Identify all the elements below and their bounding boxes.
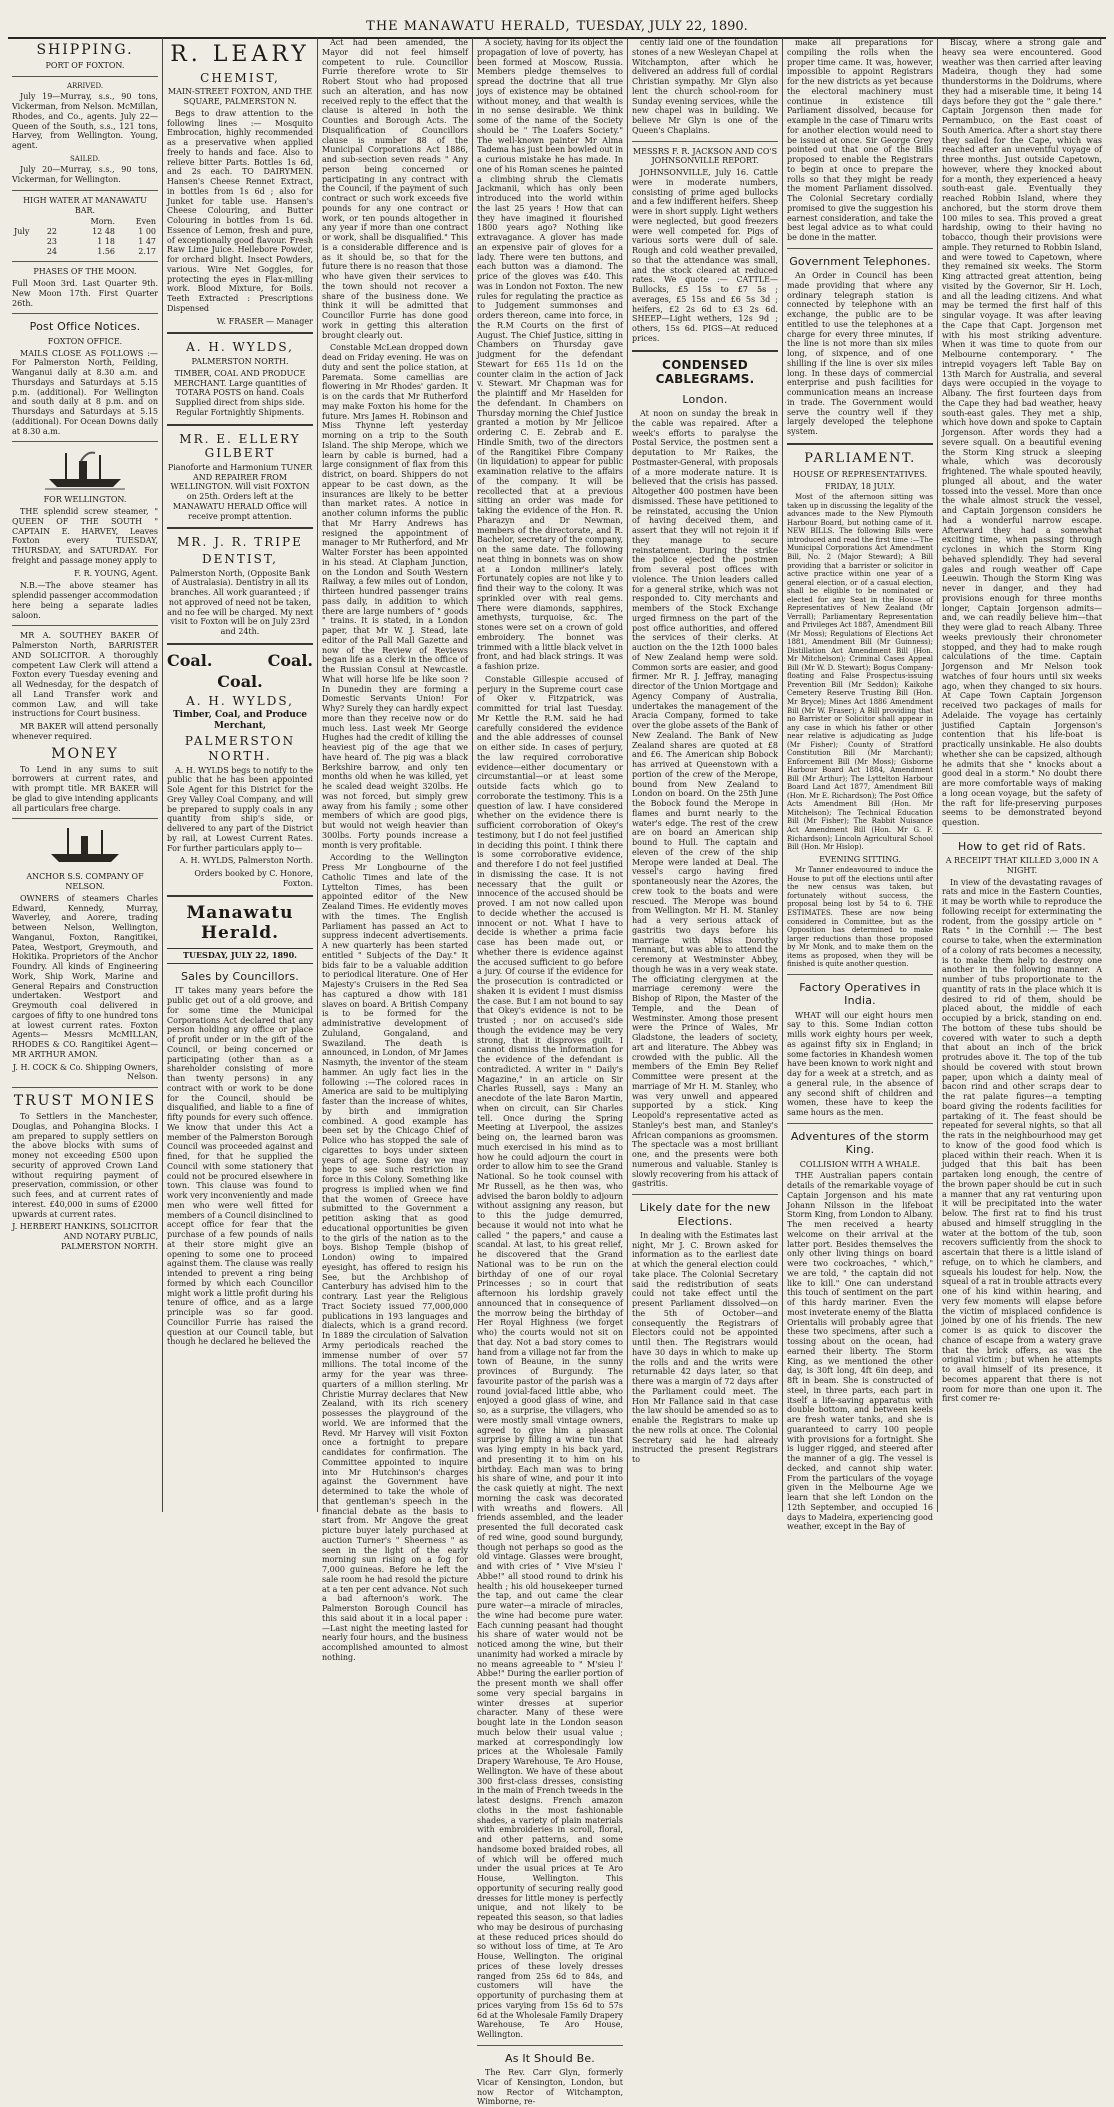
column-4: [473, 38, 628, 2107]
trust-signature: J. HERBERT HANKINS, SOLICITOR AND NOTARY PUBLIC, PALMERSTON NORTH.: [12, 1222, 158, 1251]
column-4-text-2: Constable Gillespie accused of perjury in the Supreme court case of Oker v. Fitzpatrick, was committed for trial last Tuesday. Mr Kettle the R.M. said he had carefully considered the evidence and the able addresses of counsel on either side. In cases of perjury, the law required corroborative evidence—either documentary or circumstantial—or at least some outside facts which go to corroborate the testimony. This is a question of law. I have considered whether on the evidence there is sufficient corroboration of Okey's testimony, but I do not feel justified in deciding this point. I think there is some corroborative evidence, and therefore I do not feel justified in dismissing the case. It is not necessary that the guilt or innocence of the accused should be proved. I am not now called upon to decide whether the accused is innocent or not. What I have to decide is whether a prima facie case has been made out, or whether there is evidence against the accused sufficient to go before a jury. Of course if the evidence for the prosecution is contradicted or shaken it is evident I must dismiss the case. But I am not bound to say that Okey's evidence is not to be trusted ; nor on accused's side though the evidence may be very strong, that it disproves guilt. I cannot dismiss the information for the evidence of the defendant is contradicted. A writer in " Daily's Magazine," in an article on Sir Charles Russell, says : Many an anecdote of the late Baron Martin, when on circuit, can Sir Charles tell. Once during the Spring Meeting at Liverpool, the assizes being on, the learned baron was much exercised in his mind as to how he could adjourn the court in order to allow him to see the Grand National. So he took counsel with Mr Russell, as he then was, who advised the baron boldly to adjourn without assigning any reason, but to this the judge demurred, because it would not into what he called " the papers," and cause a scandal. At last, to his great relief, he discovered that the Grand National was to be run on the birthday of one of our royal Princesses ; so in court that afternoon his lordship gravely announced that in consequence of the morrow being the birthday of Her Royal Highness (we forget who) the courts would not sit on that day. Not a bad story comes to hand from a village not far from the town of Beaune, in the sunny provinces of Burgundy. The favourite pastor of the parish was a round jovial-faced little abbe, who enjoyed a good glass of wine, and so, as a surprise, the villagers, who were mostly small vintage owners, agreed to give him a pleasant surprise by filling a wine tun that was lying empty in his back yard, and presenting it to him on his birthday. Each man was to bring his share of wine, and pour it into the cask quietly at night. The next morning the cask was decorated with wreaths and flowers. All friends assembled, and the leader presented the full decorated cask of red wine, good sound burgundy, though not perhaps so good as the old vintage. Glasses were brought, and with cries of " Vive M'sieu l' Abbe!" all stood round to drink his health ; his old housekeeper turned the tap, and out came the clear pure water—a miracle of miracles, the wine had become pure water. Each cunning peasant had thought his share of water would not be noticed among the wine, but their unanimity had worked a miracle by no means agreeable to " M'sieu l' Abbe!" During the earlier portion of the present month we shall offer some very special bargains in winter dresses at superior character. Many of these were bought late in the London season much below their usual value ; marked at correspondingly low prices at the Wholesale Family Drapery Warehouse, Te Aro House, Wellington. We have of these about 300 first-class dresses, consisting in the main of French tweeds in the latest designs. French amazon cloths in the most fashionable shades, a variety of plain materials with embroideries in scroll, floral, and other patterns, and some handsome boxed braided robes, all of which will be offered much under the usual prices at Te Aro House, Wellington. This opportunity of securing really good dresses for little money is perfectly unique, and not likely to be repeated this season, so that ladies who may be desirous of purchasing at these reduced prices should do so without loss of time, at Te Aro House, Wellington. The original prices of these lovely dresses ranged from 25s 6d to 84s, and customers will have the opportunity of purchasing them at prices varying from 15s 6d to 57s 6d at the Wholesale Family Drapery Warehouse, Te Aro House, Wellington.: [477, 674, 623, 2039]
parliament-heading: PARLIAMENT.: [804, 450, 916, 466]
report-text: JOHNSONVILLE, July 16. Cattle were in moderate numbers, consisting of prime aged bullocks and a few indifferent heifers. Sheep were in short supply. Light wethers were neglected, but good freezers were well competed for. Pigs of various sorts were dull of sale. Rough and cold weather prevailed, so that the attendance was small, and the stock cleared at reduced rates. We quote :— CATTLE—Bullocks, £5 15s to £7 5s ; averages, £5 15s and £6 5s 3d ; heifers, £2 2s 6d to £3 2s 6d. SHEEP—Light wethers, 12s 9d ; others, 15s 6d. PIGS—At reduced prices.: [632, 168, 778, 343]
cable-text: At noon on sunday the break in the cable was repaired. After a week's efforts to paralyse the Postal Service, the postmen sent a deputation to Mr Raikes, the Postmaster-General, with proposals of a more moderate nature. It is believed that the crisis has passed. Altogether 400 postmen have been dismissed. These have petitioned to be reinstated, accusing the Union of having deceived them, and assert that they will not rejoin it if they manage to secure reinstatement. During the strike the police ejected the postmen from several post offices with violence. The Union leaders called for a general strike, which was not responded to. City merchants and members of the Stock Exchange urged firmness on the part of the post office authorities, and offered the services of their clerks. At auction on the the 12th 1000 bales of New Zealand hemp were sold. Common sorts are easier, and good firmer. Mr R. J. Jeffray, managing director of the Union Mortgage and Agency Company of Australia, undertakes the management of the Aracia Company, formed to take over the globe assets of the Bank of New Zealand. The Bank of New Zealand shares are quoted at £8 and £6. The American ship Bobock has arrived at Queenstown with a portion of the crew of the Merope, bound from New Zealand to London on board. On the 25th June the Bobock found the Merope in flames and burnt nearly to the water's edge. The rest of the crew are on board an American ship bound to Hull. The captain and eleven of the crew of the ship Merope were landed at Deal. The vessel's cargo having fired spontaneously near the Azores, the crew took to the boats and were rescued. The Merope was bound from Wellington. Mr H. M. Stanley had a very serious attack of gastritis two days before his marriage with Miss Dorothy Tennant, but was able to attend the ceremony at Westminster Abbey, though he was in a very weak state. The officiating clergymen at the marriage ceremony were the Bishop of Ripon, the Master of the Temple, and the Dean of Westminster. Among those present were the Prince of Wales, Mr Gladstone, the leaders of society, art and literature. The Abbey was crowded with the public. All the members of the Emin Bey Relief Committee were present at the marriage of Mr H. M. Stanley, who was very unwell and appeared supported by a stick. King Leopold's representative acted as Stanley's best man, and Stanley's African companions as groomsmen. The spectacle was a most brilliant one, and the presents were both numerous and valuable. Stanley is slowly recovering from his attack of gastritis.: [632, 409, 778, 1189]
column-6-text-1: make all preparations for compiling the rolls when the proper time came. It was, however, impossible to appoint Registrars for the new districts as yet because the electoral machinery must continue in existence till Parliament dissolved, because for example in the case of Timaru writs for another election would need to be issued at once. Sir George Grey pointed out that one of the Bills proposed to enable the Registrars to begin at once to prepare the rolls so that they might be ready the moment Parliament dissolved. The Colonial Secretary cordially promised to give the suggestion his earnest consideration, and take the best legal advice as to what could be done in the matter.: [787, 38, 933, 242]
cable-subheading: London.: [682, 392, 728, 406]
coal-left: Coal.: [167, 650, 213, 670]
chemist-name: R. LEARY: [170, 42, 310, 67]
column-2: [163, 38, 318, 1512]
rats-subheading: A RECEIPT THAT KILLED 3,000 IN A NIGHT.: [945, 856, 1099, 875]
chemist-text: Begs to draw attention to the following lines :— Mosquito Embrocation, highly recommended as a preservative when applied freely to hands and face. Also to relieve bitter Parts. Bottles 1s 6d, and 2s each. TO DAIRYMEN. Hansen's Cheese Rennet Extract, in bottles from 1s 6d ; also for Junket for table use. Hansen's Cheese Colouring, and Butter Colouring in bottles from 1s 6d. Essence of Lemon, fresh and pure, of exceptionally good flavour. Fresh Raw Lime Juice. Hellebore Powder, for orchard blight. Insect Powders, various. Wire Net Goggles, for protecting the eyes in Flax-milling work. Blood Mixture, for Boils. Teeth Extracted : Prescriptions Dispensed: [167, 108, 313, 313]
adventures-heading: Adventures of the storm King.: [790, 1129, 930, 1157]
gilbert-text: Pianoforte and Harmonium TUNER AND REPAIRER FROM WELLINGTON. Will visit FOXTON on 25th. Orders left at the MANAWATU HERALD Office will receive prompt attention.: [167, 462, 313, 521]
rats-heading: How to get rid of Rats.: [957, 839, 1087, 853]
tide-row: 24 1.56 2.17: [46, 246, 156, 256]
wellington-note: N.B.—The above steamer has splendid passenger accommodation here being a separate ladies saloon.: [12, 581, 158, 620]
coal-banner: [167, 651, 313, 671]
telephones-heading: Government Telephones.: [789, 254, 931, 268]
parliament-text: Most of the afternoon sitting was taken up in discussing the legality of the advances made to the New Plymouth Harbour Board, but nothing came of it. NEW BILLS. The following Bills were introduced and read the first time :—The Municipal Corporations Act Amendment Bill, No. 2 (Major Steward); A Bill providing that a barrister or solicitor in active practice within one year of a general election, or of a casual election, shall be eligible to be nominated or elected for any Seat in the House of Representatives of New Zealand (Mr Verrall); Parliamentary Representation and Privileges Act 1887, Amendment Bill (Mr Moss); Regulations of Elections Act 1881, Amendment Bill (Mr Guinness); Distillation Act Amendment Bill (Hon. Mr Mitchelson); Criminal Cases Appeal Bill (Mr W. D. Stewart); Bogus Company-floating and False Prospectus-issuing Prevention Bill (Mr Seddon); Kaikohe Cemetery Reserve Trusting Bill (Hon. Mr Bryce); Mines Act 1886 Amendment Bill (Mr W. Fraser); A Bill providing that no Barrister or Solicitor shall appear in any case in which his father or other near relative is adjudicating as Judge (Mr Fisher); County of Stratford Constitution Bill (Mr Marchant); Enforcement Bill (Mr Moss); Gisborne Harbour Board Act 1884, Amendment Bill (Mr Arthur); The Lyttelton Harbour Board Land Act 1877, Amendment Bill (Hon. Mr E. Richardson); The Post Office Acts Amendment Bill (Hon. Mr Mitchelson); The Technical Education Bill (Mr Fisher); The Rabbit Nuisance Act Amendment Bill (Hon. Mr G. F. Richardson); Lincoln Agricultural School Bill (Hon. Mr Hislop).: [787, 493, 933, 852]
masthead-center: [366, 19, 748, 34]
trust-text: To Settlers in the Manchester, Douglas, and Pohangina Blocks. I am prepared to supply settlers on the above blocks with sums of money not exceeding £500 upon security of approved Crown Land without requiring payment of preservation, commission, or other such fees, and at current rates of interest. £40,000 in sums of £2000 upwards at current rates.: [12, 1112, 158, 1219]
column-6: [783, 38, 938, 1532]
masthead: [8, 4, 1106, 39]
coal-place: PALMERSTON NORTH.: [184, 734, 296, 764]
steamer-ship-icon: [45, 447, 125, 491]
coal-orders: Orders booked by C. Honore, Foxton.: [194, 869, 313, 888]
masthead-date: TUESDAY, JULY 22, 1890.: [576, 19, 748, 34]
report-heading: MESSRS F. R. JACKSON AND CO'S JOHNSONVILLE REPORT.: [632, 146, 778, 166]
coal-merchant-sub: Timber, Coal, and Produce Merchant,: [172, 710, 308, 732]
post-office-heading: Post Office Notices.: [29, 320, 141, 334]
moon-heading: PHASES OF THE MOON.: [33, 267, 137, 277]
chemist-address: MAIN-STREET FOXTON, AND THE SQUARE, PALMERSTON N.: [167, 87, 313, 107]
column-7: [938, 38, 1106, 1512]
cable-heading: CONDENSED CABLEGRAMS.: [655, 357, 755, 387]
adventures-subheading: COLLISION WITH A WHALE.: [799, 1159, 921, 1169]
tripe-name: MR. J. R. TRIPE: [177, 535, 303, 550]
post-office-subheading: FOXTON OFFICE.: [47, 336, 123, 346]
baker-note: MR BAKER will attend personally whenever required.: [12, 722, 158, 741]
should-be-heading: As It Should Be.: [504, 2051, 595, 2065]
tide-header-row: Morn. Even: [90, 217, 156, 227]
sales-heading: Sales by Councillors.: [180, 969, 299, 983]
shipping-heading: SHIPPING.: [36, 42, 134, 58]
money-heading: MONEY: [51, 745, 119, 762]
column-5: [628, 38, 783, 1512]
coal-text: A. H. WYLDS begs to notify to the public that he has been appointed Sole Agent for this District for the Grey Valley Coal Company, and will be prepared to supply coals in any quantity from ship's side, or delivered to any part of the District by rail, at Lowest Current Rates. For further particulars apply to—: [167, 765, 313, 853]
tide-table: [12, 217, 158, 256]
evening-text: Mr Tanner endeavoured to induce the House to put off the elections until after the new census was taken, but fortunately without success, the proposal being lost by 54 to 6. THE ESTIMATES. These are now being considered in Committee, but as the Opposition has determined to make larger reductions than those proposed by Mr Monk, and to make them on the items as proposed, when they will be finished is quite another question.: [787, 866, 933, 969]
column-1: [8, 38, 163, 1512]
chemist-manager: W. FRASER — Manager: [216, 316, 313, 326]
parliament-subheading: HOUSE OF REPRESENTATIVES.: [792, 469, 928, 479]
money-text: To Lend in any sums to suit borrowers at current rates, and with prompt title. MR BAKER will be glad to give intending applicants all particulars free charge.: [12, 764, 158, 813]
port-heading: PORT OF FOXTON.: [45, 61, 125, 71]
should-be-text: The Rev. Carr Glyn, formerly Vicar of Kensington, London, but now Rector of Witchampton, Wimborne, re-: [477, 2068, 623, 2107]
coal-center: Coal.: [217, 672, 263, 692]
evening-heading: EVENING SITTING.: [819, 854, 901, 864]
tide-row: July 22 12 48 1 00: [14, 227, 156, 237]
gilbert-name: MR. E. ELLERY GILBERT: [179, 431, 301, 461]
baker-advert: MR A. SOUTHEY BAKER Of Palmerston North, BARRISTER AND SOLICITOR. A thoroughly competent Law Clerk will attend a Foxton every Tuesday evening and all Wednesday, for the despatch of all Land Transfer work and common Law, and will take instructions for Court business.: [12, 631, 158, 719]
tide-row: 23 1 18 1 47: [46, 236, 156, 246]
masthead-title: THE MANAWATU HERALD,: [366, 19, 571, 34]
adventures-text: THE Australian papers contain details of the remarkable voyage of Captain Jorgenson and his mate Johann Nilsson in the lifeboat Storm King, from London to Albany. The men received a hearty welcome on their arrival at the latter port. Besides themselves the only other living things on board were two cockroaches, " which," we are told, " the captain did not like to kill." One can understand this touch of sentiment on the part of this hardy mariner. Even the most inveterate enemy of the Blatta Orientalis will probably agree that these two specimens, after such a tossing about on the ocean, had earned their liberty. The Storm King, as we mentioned the other day, is 30ft long, 4ft 6in deep, and 8ft in beam. She is constructed of steel, in three parts, each part in itself a life-saving apparatus with double bottom, and between keels are fresh water tanks, and she is guaranteed to carry 100 people with provisions for a fortnight. She is lugger rigged, and steered after the manner of a gig. The vessel is decked, and cannot ship water. From the particulars of the voyage given in the Melbourne Age we learn that she left London on the 12th September, and occupied 16 days to Madeira, experiencing good weather, except in the Bay of: [787, 1171, 933, 1532]
tide-heading: HIGH WATER AT MANAWATU BAR.: [23, 195, 147, 215]
column-3-text-3: According to the Wellington Press Mr Longbourne of the Catholic Times and late of the Lyttelton Times, has been appointed editor of the New Zealand Times. He evidently moves with the times. The English Parliament has passed an Act to suppress indecent advertisements. A new quarterly has been started entitled " Subjects of the Day." It bids fair to be a valuable addition to periodical literature. One of Her Majesty's Cruisers in the Red Sea has captured a dhow with 181 slaves on board. A British Company is to be formed for the administrative development of Zululand, Gongaland, and Swaziland. The death is announced, in London, of Mr James Nasmyth, the inventor of the steam hammer. An ugly fact lies in the following :—The colored races in America are said to be multiplying faster than the increase of whites, by birth and immigration combined. A good example has been set by the Chicago Chief of Police who has stopped the sale of cigarettes to boys under sixteen years of age. Some day we may hope to see such restriction in force in this Colony. Something like progress is implied when we find that the women of Greece have submitted to the Government a petition asking that as good educational opportunities be given to the girls of the nation as to the boys. Bishop Temple (bishop of London) owing to impaired eyesight, has offered to resign his See, but the Archbishop of Canterbury has advised him to the contrary. Last year the Religious Tract Society issued 77,000,000 publications in 193 languages and dialects, which is a grand record. In 1889 the circulation of Salvation Army periodicals reached the immense number of over 57 millions. The total income of the army for the year was three-quarters of a million sterling. Mr Christie Murray declares that New Zealand, with its rich scenery possesses the playground of the world. We are informed that the Revd. Mr Harvey will visit Foxton once a fortnight to prepare candidates for confirmation. The Committee appointed to inquire into Mr Hutchinson's charges against the Government have determined to take the whole of that gentleman's speech in the financial debate as the basis to start from. Mr Angove the great picture buyer lately purchased at auction Turner's " Sheerness " as seen in the light of the early morning sun rising on a fog for 7,000 guineas. Before he left the sale room he had resold the picture at a ten per cent advance. Not such a bad afternoon's work. The Palmerston Borough Council has this said about it in a local paper :—Last night the meeting lasted for nearly four hours, and the business accomplished amounted to almost nothing.: [322, 853, 468, 1662]
coal-signature: A. H. WYLDS, Palmerston North.: [179, 856, 313, 866]
wylds-place: PALMERSTON NORTH.: [191, 357, 289, 367]
sales-text: IT takes many years before the public get out of a old groove, and for some time the Municipal Corporations Act declared that any person holding any office or place of profit under or in the gift of the Council, or being concerned or participating (other than as a shareholder consisting of more than twenty persons) in any contract with or work to be done for the Council, should be disqualified, and liable to a fine of fifty pounds for every such offence. We know that under this Act a member of the Palmerston Borough Council was proceeded against and fined, for that he supplied the Council with some stationery that could not be procured elsewhere in town. This clause was found to work very inconveniently and made men who were well fitted for members of a Council disinclined to accept office for fear that the purchase of a few pounds of nails at their store might give an opening to some one to proceed against them. The clause was really intended to prevent a ring being formed by which each Councillor might work a little profit during his tenure of office, and as a large principle was so far good. Councillor Furrie has raised the question at our Council table, but though he declared he believed the: [167, 986, 313, 1347]
paper-nameplate: Manawatu Herald.: [186, 902, 294, 944]
column-4-text-1: A society, having for its object the propagation of love of poverty, has been formed at Moscow, Russia. Members pledge themselves to spread the doctrine that all true joys of existence may be obtained without money, and that wealth is in no sense desirable. We think some of the name of the Society should be " The Loafers Society." The well-known painter Mr Alma Tadema has just been bowled out in a curious mistake he has made. In one of his Roman scenes he painted a climbing shrub the Clematis Jackmanii, which has only been introduced into the world within the last 25 years ! How that can they have imagined it flourished 1800 years ago? Nothing like extravagance. A glover has made an expensive pair of gloves for a lady. There were ten buttons, and each button was a diamond. The price of the gloves was £40. This was in London not Foxton. The new rules for regulating the practice as to Judgement summonses and orders thereon, came into force, in the R.M Courts on the first of August. The Chief Justice, sitting in Chambers on Thursday gave judgment for the defendant Stewart for £65 11s 1d on the counter claim in the action of Jack v. Stewart. Mr Chapman was for the plaintiff and Mr Haselden for the defendant. In Chambers on Thursday morning the Chief Justice granted a motion by Mr Jellicoe ordering C. E. Zebrab and E. Hindle Smith, two of the directors of the Rangitikei Fibre Company (in liquidation) to appear for public examination relative to the affairs of the company. It will be recollected that at a previous sitting an order was made for taking the evidence of the Hon. R. Pharazyn and Dr Newman, members of the directorate, and R. Bachelor, secretary of the company, on the same date. The following neat thing in bonnets was on show at a London milliner's lately. Fortunately copies are not like y to find their way to the colony. It was sprinkled over with real gems. There were diamonds, sapphires, amethysts, turquoise, &c. The stones were set on a crown of gold embroidery. The bonnet was trimmed with a little black velvet in front, and had black strings. It was a fashion prize.: [477, 38, 623, 671]
likely-heading: Likely date for the new Elections.: [639, 1201, 771, 1228]
trust-heading: TRUST MONIES: [13, 1093, 157, 1110]
coal-merchant-name: A. H. WYLDS,: [186, 693, 294, 708]
anchor-heading: ANCHOR S.S. COMPANY OF NELSON.: [26, 872, 144, 892]
column-5-text-1: cently laid one of the foundation stones of a new Wesleyan Chapel at Witchampton, after which he delivered an address full of cordial Christian sympathy. Mr Glyn also lent the church school-room for Sunday evening services, while the new chapel was in building. We believe Mr Glyn is one of the Queen's Chaplains.: [632, 38, 778, 135]
columns: [8, 38, 1106, 2107]
moon-text: Full Moon 3rd. Last Quarter 9th. New Moon 17th. First Quarter 26th.: [12, 279, 158, 308]
parliament-date: FRIDAY, 18 JULY.: [824, 481, 896, 491]
column-7-text-1: Biscay, where a strong gale and heavy sea were encountered. Good weather was then carried after leaving Madeira, though they had some thunderstorms in the Doldrums, where they had a miserable time, it being 14 days before they got the " gale there." Captain Jorgenson then made for Pernambuco, on the East coast of South America. After a short stay there they sailed for the Cape, which was reached after an uneventful voyage of three months. Just outside Capetown, however, where they knocked about for a month, they experienced a heavy south-east gale. Eventually they reached Robbin Island, where they anchored, but the storm drove them 100 miles to sea. This proved a great hardship, owing to their having no tobacco, though their provisions were ample. They returned to Robbin Island, and were towed to Capetown, where they remained six weeks. The Storm King attracted great attention, being visited by the Governor, Sir H. Loch, and all the leading citizens. And what may be termed the first half of this singular voyage. It was after leaving the Cape that Capt. Jorgenson met with his most striking adventure. When it was time to quote from our Melbourne contemporary. " The intrepid voyagers left Table Bay on 13th March for Australia, and several days were occupied in the voyage to Albany. The first fourteen days from the Cape they had bad weather, heavy south-east gales. They met a ship, which hove down and spoke to Captain Jorgenson. After words they had a severe squall. On a beautiful evening the Storm King struck a sleeping whale, which was decorously frightened. The whale spouted heavily, plunged all about, and the water tossed into the vessel. More than once the whale almost struck the vessel, and Captain Jorgenson considers he had a wonderful narrow escape. Afterward they had a somewhat exciting time, when passing through cyclones in which the Storm King behaved splendidly. They had several gales and rough weather off Cape Leeuwin. Though the Storm King was never in danger, and they had provisions enough for three months longer, Captain Jorgenson admits—and, we can readily believe him—that they were glad to reach Albany. Three weeks previously their chronometer stopped, and they had to make rough calculations of the time. Captain Jorgenson and Mr Nelson took watches of four hours until six weeks ago, when they changed to six hours. At Cape Town Captain Jorgenson received two packages of mails for Adelaide. The voyage has certainly justified Captain Jorgenson's contention that his life-boat is practically unsinkable. He also doubts whether she can be capsized, although he admits that she " knocks about a good deal in a storm." No doubt there are more comfortable ways of making a long ocean voyage, but the safety of the raft for life-preserving purposes seems to be demonstrated beyond question.: [942, 38, 1102, 827]
tripe-text: Palmerston North, (Opposite Bank of Australasia). Dentistry in all its branches. All work guaranteed ; if not approved of need not be taken, and no fee will be charged. My next visit to Foxton will be on July 23rd and 24th.: [167, 568, 313, 637]
wellington-text: THE splendid screw steamer, " QUEEN OF THE SOUTH " CAPTAIN E. HARVEY, Leaves Foxton every TUESDAY, THURSDAY, and SATURDAY. For freight and passage money apply to: [12, 507, 158, 565]
anchor-text: OWNERS of steamers Charles Edward, Kennedy, Murray, Waverley, and Aorere, trading between Nelson, Wellington, Wanganui, Foxton, Rangitikei, Patea, Westport, Greymouth, and Hokitika. Proprietors of the Anchor Foundry. All kinds of Engineering Work, Ship Work, Marine and General Repairs and Construction undertaken. Westport and Greymouth coal delivered in cargoes of fifty to one hundred tons at lowest current rates. Foxton Agents— Messrs McMILLAN, RHODES & CO. Rangitikei Agent— MR ARTHUR AMON.: [12, 893, 158, 1059]
rats-text: In view of the devastating ravages of rats and mice in the Eastern Counties, it may be worth while to reproduce the following receipt for exterminating the rodent, from the gossipy article on " Rats " in the Cornhill :— The best course to take, when the extermination of a colony of rats becomes a necessity, is to make them help to destroy one another in the following manner. A number of tubs proportionate to the quantity of rats in the place which it is desired to rid of them, should be placed about, the middle of each occupied by a brick, standing on end. The bottom of these tubs should be covered with water to such a depth that about an inch of the brick protrudes above it. The top of the tub should be covered with stout brown paper, upon which a dainty meal of bacon rind and other scraps dear to the rat palate figures—a tempting board giving the rodents facilities for partaking of it. The feast should be repeated for several nights, so that all the rats in the neighbourhood may get to know of the good food which is placed within their reach. When it is judged that this bait has been partaken long enough, the centre of the brown paper should be cut in such a manner that any rat venturing upon it will be precipitated into the water below. The first rat to find his trust abused and himself struggling in the water at the bottom of the tub, soon recovers sufficiently from the shock to ascertain that there is a little island of refuge, on to which he clambers, and squeals his loudest for help. Now, the squeal of a rat in trouble attracts every one of his kind within hearing, and very few moments will elapse before the victim of misplaced confidence is joined by one of his friends. The new comer is as quick to discover the chance of escape from a watery grave that the brick offers, as was the original victim ; but when he attempts to avail himself of its presence, it becomes apparent that there is not room for more than one upon it. The first comer re-: [942, 877, 1102, 1404]
column-3: [318, 38, 473, 1662]
factory-heading: Factory Operatives in India.: [799, 980, 921, 1008]
post-office-text: MAILS CLOSE AS FOLLOWS :— For Palmerston North, Feilding, Wanganui daily at 8.30 a.m. and Thursdays and Saturdays at 5.15 p.m. (additional). For Wellington and south daily at 8 p.m. and on Thursdays and Saturdays at 5.15 (additional). For Ocean Downs daily at 8.30 a.m.: [12, 348, 158, 436]
coal-right: Coal.: [267, 650, 313, 670]
sailed-text: July 20—Murray, s.s., 90 tons, Vickerman, for Wellington.: [12, 165, 158, 185]
factory-text: WHAT will our eight hours men say to this. Some Indian cotton mills work eighty hours per week, as against fifty six in England; in some factories in Khandesh women have been known to work night and day for a week at a stretch, and as a general rule, in the absence of any second shift of children and women, these have to keep the same hours as the men.: [787, 1010, 933, 1118]
sailed-heading: SAILED.: [70, 154, 100, 163]
anchor-ship-icon: [45, 824, 125, 868]
telephones-text: An Order in Council has been made providing that where any ordinary telegraph station is connected by telephone with an exchange, the public are to be entitled to use the telephones at a charge for every three minutes, if the line is not more than six miles long, of sixpence, and of one shilling if the line is over six miles long. In these days of commercial enterprise and push facilities for communication means an increase in trade. The Government would serve the country well if they largely developed the telephone system.: [787, 271, 933, 437]
arrived-text: July 19—Murray, s.s., 90 tons, Vickerman, from Nelson. McMillan, Rhodes, and Co., agents. July 22—Queen of the South, s.s., 121 tons, Harvey, from Wellington. Young, agent.: [12, 92, 158, 151]
paper-dateline: TUESDAY, JULY 22, 1890.: [167, 948, 313, 964]
tripe-title: DENTIST,: [202, 551, 278, 566]
wellington-heading: FOR WELLINGTON.: [43, 495, 127, 505]
wylds-text: TIMBER, COAL AND PRODUCE MERCHANT. Large quantities of TOTARA POSTS on hand. Coals Supplied direct from ships side. Regular Fortnightly Shipments.: [173, 368, 307, 417]
arrived-heading: ARRIVED.: [66, 81, 104, 90]
chemist-title: CHEMIST,: [200, 70, 280, 85]
wylds-name: A. H. WYLDS,: [186, 340, 294, 355]
wellington-agent: F. R. YOUNG, Agent.: [74, 568, 158, 578]
column-3-text-2: Constable McLean dropped down dead on Friday evening. He was on duty and sent the police station, at Paremata. Some camellias are flowering in Mr Rhodes' garden. It is on the cards that Mr Rutherford may make Foxton his home for the future. Mrs James H. Robinson and Miss Thynne left yesterday morning on a trip to the South Island. The ship Merope, which we learn by cable is burned, had a large consignment of flax from this district, on board. Shippers do not appear to be cast down, as the insurances are likely to be better than market rates. A notice in another column informs the public that Mr Harry Andrews has resigned the appointment of manager to Mr Rutherford, and Mr Walter Forster has been appointed in his stead. At Clapham Junction, on the London and South Western Railway, a few miles out of London, thirteen hundred passenger trains pass daily, in addition to which there are large numbers of " goods " trains. It is stated, in a London paper, that Mr W. J. Stead, late editor of the Pall Mall Gazette and now of the Review of Reviews began life as a clerk in the office of the Russian Consul at Newcastle. What will horse life be like soon ? In Dunedin they are forming a Domestic Servants Union! For Why? Surely they can hardly expect more than they receive now or do much less. Last week Mr George Hughes had the credit of killing the heaviest pig of the age that we have heard of. The pig was a black Berkshire barrow, and only ten months old when he was killed, yet he scaled dead weight 320lbs. He was not forced, but simply grew away from his family ; some other members of which are good pigs, but would not weigh heavier than 300lbs. Forty pounds increase a month is very profitable.: [322, 343, 468, 850]
anchor-signature: J. H. COCK & Co. Shipping Owners, Nelson.: [12, 1062, 158, 1082]
likely-text: In dealing with the Estimates last night, Mr J. C. Brown asked for information as to the earliest date at which the general election could take place. The Colonial Secretary said the redistribution of seats could not take effect until the present Parliament dissolved—on the 5th of October—and consequently the Registrars of Electors could not be appointed until then. The Registrars would have 30 days in which to make up the rolls and and the writs were returnable 42 days later, so that there was a margin of 72 days after the Parliament could meet. The Hon Mr Fallance said in that case the law should be amended so as to enable the Registrars to make up the new rolls at once. The Colonial Secretary said he had already instructed the present Registrars to: [632, 1230, 778, 1465]
column-3-text-1: Act had been amended, the Mayor did not feel himself competent to rule. Councillor Furrie therefore wrote to Sir Robert Stout who had proposed such an alteration, and has now received reply to the effect that the clause is altered in both the Counties and Borough Acts. The Disqualification of Councillors clause is number 88 of the Municipal Corporations Act 1886, and sub-section seven reads " Any person being concerned or participating in any contract with the Council, if the payment of such contract or such work exceeds five pounds for any one contract or work, or ten pounds altogether in any year if more than one contract or work, shall be disqualified." This is a considerable difference and is as it should be, so that for the future there is no reason that those who have given their services to the town should not recover a share of the business done. We think it will be admitted that Councillor Furrie has done good work in getting this alteration brought clearly out.: [322, 38, 468, 340]
